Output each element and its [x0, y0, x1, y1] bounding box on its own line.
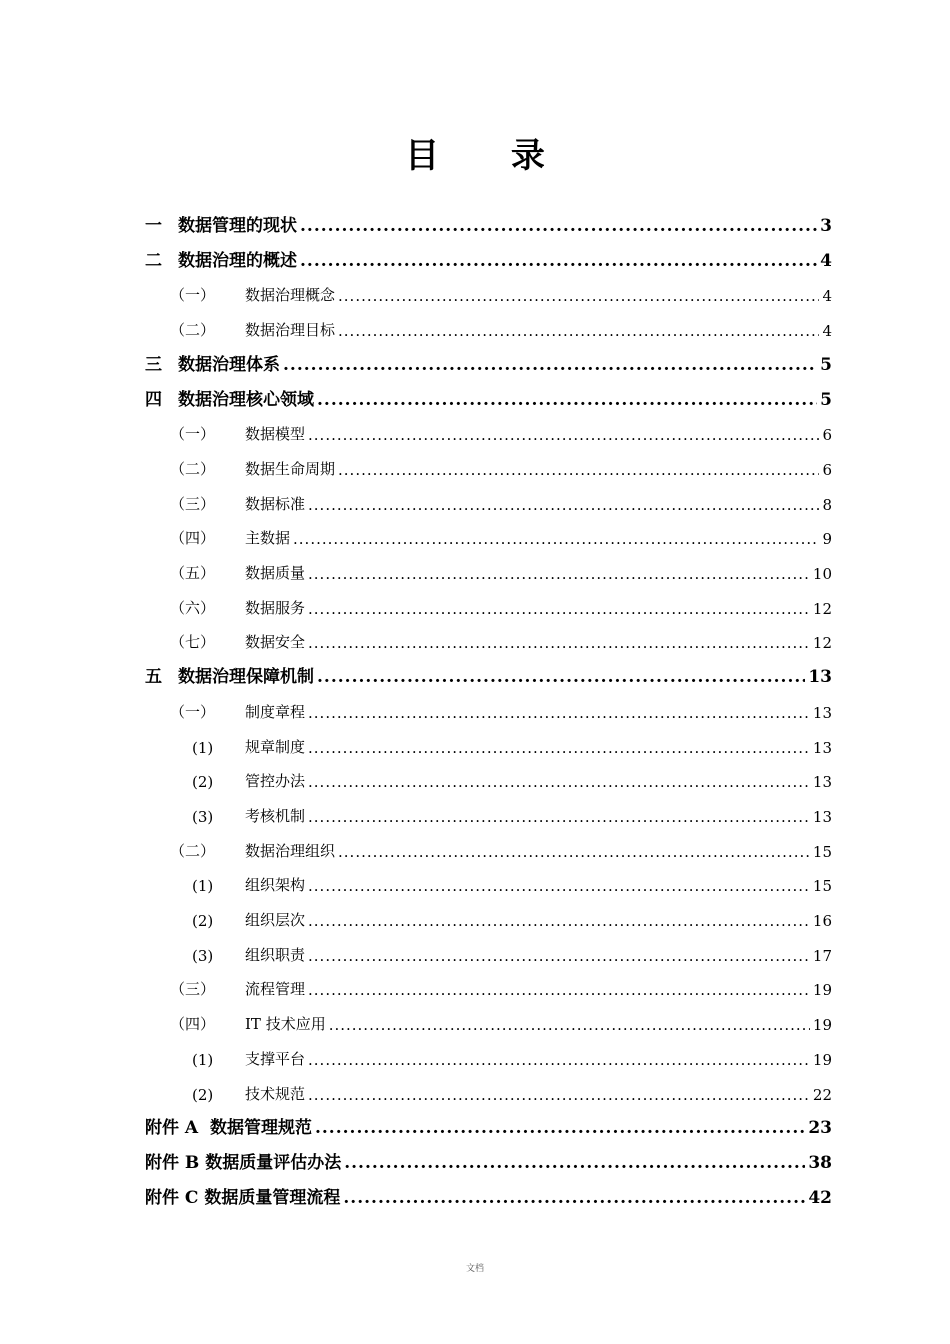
toc-entry-leader	[308, 1086, 810, 1104]
toc-entry-leader	[308, 704, 810, 722]
toc-entry-label: 数据治理组织	[245, 841, 336, 860]
toc-entry-leader	[338, 287, 819, 305]
toc-entry-number: 一	[145, 216, 162, 236]
toc-entry-number: (1)	[192, 1050, 214, 1069]
toc-entry[interactable]	[145, 618, 832, 652]
toc-entry-page: 4	[822, 322, 832, 341]
toc-entry-leader	[308, 565, 810, 583]
toc-entry-page: 42	[808, 1187, 832, 1208]
toc-entry-label: 数据治理概念	[245, 286, 336, 305]
toc-entry-label: 数据服务	[245, 598, 306, 617]
toc-entry[interactable]	[145, 1104, 832, 1138]
toc-entry-label: 主数据	[245, 529, 291, 548]
toc-entry-leader	[300, 216, 817, 236]
toc-entry[interactable]	[145, 1174, 832, 1208]
toc-entry-leader	[308, 773, 810, 791]
toc-entry-number: （四）	[170, 529, 216, 548]
toc-entry-label: 流程管理	[245, 980, 306, 999]
toc-entry-label: 数据治理的概述	[178, 250, 297, 271]
toc-entry-page: 15	[812, 842, 832, 861]
toc-entry[interactable]	[145, 1000, 832, 1034]
toc-entry-leader	[338, 461, 819, 479]
toc-entry-label: 数据管理的现状	[178, 216, 297, 236]
toc-entry-number: （五）	[170, 564, 216, 582]
toc-entry-label: 数据质量评估办法	[199, 1152, 342, 1173]
toc-entry-page: 19	[812, 1016, 832, 1035]
toc-entry[interactable]	[145, 792, 832, 826]
toc-entry-leader	[308, 1051, 810, 1069]
toc-entry-number: 附件 B	[145, 1152, 200, 1173]
toc-entry-label: 数据生命周期	[245, 459, 336, 478]
toc-entry-page: 5	[820, 389, 832, 410]
toc-entry[interactable]	[145, 1070, 832, 1104]
toc-entry-leader	[315, 1118, 805, 1138]
toc-entry[interactable]	[145, 410, 832, 444]
toc-entry-label: 数据质量	[245, 564, 306, 582]
toc-entry-label: 数据治理目标	[245, 321, 336, 340]
toc-entry-page: 6	[822, 460, 832, 479]
toc-entry-page: 8	[822, 495, 832, 514]
toc-entry-number: （一）	[170, 425, 216, 444]
page-title: 目 录	[405, 136, 575, 176]
toc-entry-number: 附件 C	[145, 1187, 199, 1208]
toc-entry-number: (3)	[192, 807, 214, 826]
toc-entry-page: 9	[822, 530, 832, 549]
toc-entry-page: 13	[812, 738, 832, 757]
toc-entry-leader	[308, 634, 810, 652]
toc-entry-leader	[308, 877, 810, 895]
toc-entry-number: 附件 A	[145, 1118, 199, 1139]
toc-entry-page: 16	[812, 912, 832, 930]
toc-entry-leader	[344, 1153, 805, 1173]
toc-entry-page: 4	[822, 287, 832, 306]
page-footer: 文档	[465, 1264, 484, 1274]
toc-entry-number: 二	[145, 250, 162, 271]
toc-entry[interactable]	[145, 1139, 832, 1173]
toc-entry-label: 规章制度	[245, 737, 306, 756]
toc-entry-leader	[308, 739, 810, 757]
toc-entry-label: 管控办法	[245, 772, 306, 791]
toc-entry[interactable]	[145, 896, 832, 930]
toc-entry-leader	[308, 912, 810, 930]
toc-entry-leader	[308, 808, 810, 826]
toc-entry-page: 5	[820, 354, 832, 375]
toc-entry-label: 技术规范	[245, 1084, 306, 1103]
toc-entry-number: (2)	[192, 912, 214, 930]
toc-entry-label: IT 技术应用	[245, 1015, 326, 1034]
toc-entry-page: 15	[812, 877, 832, 896]
toc-entry-number: （七）	[170, 633, 216, 652]
toc-entry-page: 13	[812, 807, 832, 826]
toc-entry-page: 12	[812, 599, 832, 618]
toc-entry-number: 五	[145, 667, 162, 688]
toc-entry-label: 数据治理保障机制	[178, 667, 314, 688]
toc-entry-label: 支撑平台	[245, 1049, 306, 1068]
toc-entry-page: 13	[812, 773, 832, 792]
toc-entry-page: 10	[812, 565, 832, 583]
toc-entry-label: 数据治理体系	[178, 354, 280, 375]
toc-entry-leader	[308, 947, 810, 965]
toc-entry-number: 三	[145, 354, 162, 375]
toc-entry-number: （二）	[170, 459, 216, 478]
toc-entry-label: 数据模型	[245, 425, 306, 444]
toc-entry[interactable]	[145, 341, 832, 375]
toc-entry-page: 13	[812, 703, 832, 722]
toc-entry-leader	[338, 843, 810, 861]
toc-entry-label: 组织层次	[245, 911, 306, 929]
toc-entry-page: 38	[808, 1152, 832, 1173]
toc-entry-leader	[308, 426, 819, 444]
toc-entry[interactable]	[145, 931, 832, 965]
toc-entry-leader	[293, 530, 819, 548]
toc-entry-page: 19	[812, 981, 832, 1000]
toc-entry[interactable]	[145, 237, 832, 271]
toc-entry[interactable]	[145, 584, 832, 618]
toc-entry[interactable]	[145, 861, 832, 895]
toc-entry[interactable]	[145, 723, 832, 757]
toc-entry-page: 6	[822, 426, 832, 445]
toc-entry-label: 数据质量管理流程	[198, 1187, 341, 1208]
toc-entry-number: (3)	[192, 946, 214, 965]
toc-entry[interactable]	[145, 271, 832, 305]
toc-entry-leader	[283, 354, 817, 374]
toc-entry-number: 四	[145, 389, 162, 410]
toc-entry-leader	[300, 250, 817, 270]
toc-entry[interactable]	[145, 827, 832, 861]
toc-entry-number: （二）	[170, 321, 216, 340]
toc-entry[interactable]	[145, 306, 832, 340]
toc-entry[interactable]	[145, 688, 832, 722]
toc-entry[interactable]	[145, 202, 832, 236]
toc-entry[interactable]	[145, 653, 832, 687]
toc-entry[interactable]	[145, 549, 832, 583]
toc-entry[interactable]	[145, 965, 832, 999]
toc-entry-label: 数据安全	[245, 633, 306, 652]
toc-entry-leader	[308, 981, 810, 999]
toc-entry-leader	[308, 496, 819, 514]
toc-entry-leader	[317, 389, 817, 409]
toc-entry-number: （一）	[170, 702, 216, 721]
toc-entry[interactable]	[145, 480, 832, 514]
toc-entry-number: （三）	[170, 980, 216, 999]
toc-entry-leader	[338, 322, 819, 340]
toc-entry-page: 23	[808, 1118, 832, 1139]
toc-entry-leader	[343, 1187, 805, 1207]
toc-entry-number: （六）	[170, 598, 216, 617]
toc-entry-leader	[329, 1016, 810, 1034]
toc-entry-leader	[308, 600, 810, 618]
toc-entry-label: 考核机制	[245, 806, 306, 825]
toc-entry-page: 17	[812, 946, 832, 965]
toc-entry-number: （四）	[170, 1015, 216, 1034]
toc-entry-page: 13	[808, 667, 832, 688]
toc-entry[interactable]	[145, 514, 832, 548]
toc-entry-page: 22	[812, 1085, 832, 1104]
toc-entry[interactable]	[145, 757, 832, 791]
toc-entry-leader	[317, 667, 805, 687]
toc-entry-page: 19	[812, 1050, 832, 1069]
toc-entry[interactable]	[145, 1035, 832, 1069]
toc-entry-number: （三）	[170, 494, 216, 513]
toc-entry-page: 4	[820, 250, 832, 271]
toc-entry[interactable]	[145, 376, 832, 410]
toc-entry[interactable]	[145, 445, 832, 479]
toc-entry-number: (1)	[192, 738, 214, 757]
toc-entry-number: (2)	[192, 1085, 214, 1104]
toc-entry-page: 12	[812, 634, 832, 653]
toc-entry-number: （二）	[170, 841, 216, 860]
toc-entry-page: 3	[820, 216, 832, 236]
toc-entry-label: 数据管理规范	[198, 1118, 312, 1139]
toc-entry-number: (1)	[192, 877, 214, 896]
toc-entry-label: 组织职责	[245, 945, 306, 964]
toc-entry-label: 数据治理核心领域	[178, 389, 314, 410]
toc-entry-number: （一）	[170, 286, 216, 305]
toc-entry-label: 制度章程	[245, 702, 306, 721]
toc-entry-number: (2)	[192, 773, 214, 792]
toc-entry-label: 组织架构	[245, 876, 306, 895]
toc-entry-label: 数据标准	[245, 494, 306, 513]
